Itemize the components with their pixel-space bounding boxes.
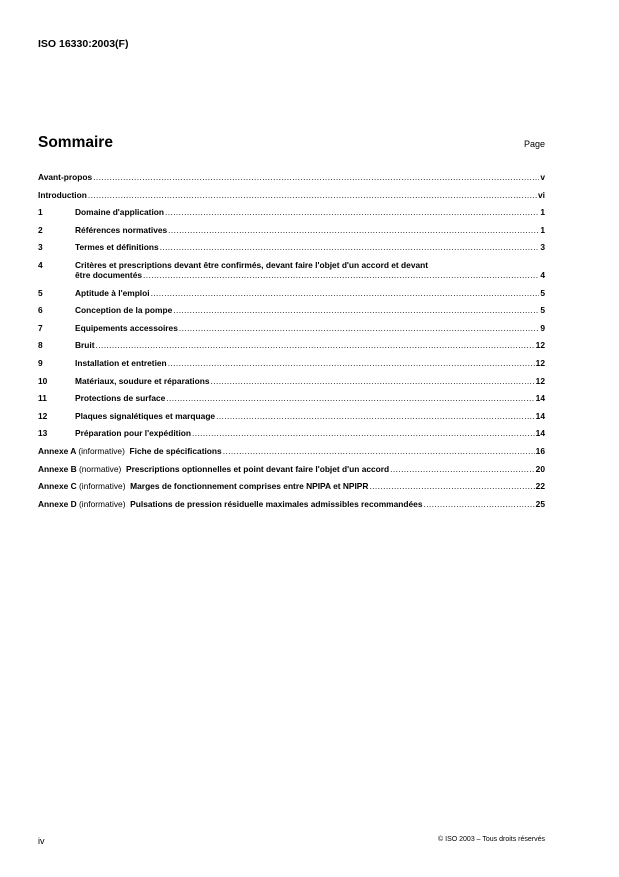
dot-leader (211, 376, 535, 386)
dot-leader (424, 499, 535, 509)
dot-leader (88, 190, 537, 200)
dot-leader (143, 270, 539, 280)
toc-entry-4[interactable] (38, 260, 545, 280)
toc-entry-1[interactable] (38, 207, 545, 217)
dot-leader (93, 172, 539, 182)
toc-entry-label: Installation et entretien (75, 357, 167, 368)
footer-copyright: © ISO 2003 – Tous droits réservés (438, 836, 545, 843)
dot-leader (151, 288, 540, 298)
annex-type: (normative) (78, 463, 122, 474)
toc-entry-number: 6 (38, 305, 43, 316)
toc-entry-6[interactable] (38, 305, 545, 315)
toc-entry-annex-c[interactable] (38, 481, 545, 491)
toc-entry-annex-d[interactable] (38, 499, 545, 509)
toc-entry-number: 5 (38, 287, 43, 298)
toc-entry-label: Marges de fonctionnement comprises entre NPIPA et NPIPR (130, 481, 369, 492)
toc-entry-label: Avant-propos (38, 172, 93, 182)
annex-label: Annexe C (informative) (38, 481, 126, 492)
title-row (38, 134, 545, 152)
toc-entry-9[interactable] (38, 358, 545, 368)
toc-entry-page: 22 (535, 481, 545, 492)
annex-label: Annexe D (informative) (38, 498, 126, 509)
toc-entry-page: 14 (535, 393, 545, 404)
dot-leader (369, 481, 534, 491)
toc-entry-page: 14 (535, 410, 545, 421)
toc-entry-5[interactable] (38, 288, 545, 298)
toc-entry-page: 5 (540, 305, 545, 316)
dot-leader (216, 411, 535, 421)
toc-entry-label: Equipements accessoires (75, 322, 178, 333)
toc-entry-page: 16 (535, 445, 545, 456)
toc-entry-page: v (540, 172, 545, 182)
toc-entry-page: 14 (535, 428, 545, 439)
annex-label: Annexe B (normative) (38, 463, 122, 474)
toc-entry-number: 4 (38, 259, 43, 270)
toc-entry-page: 1 (540, 207, 545, 218)
dot-leader (223, 446, 535, 456)
toc-entry-8[interactable] (38, 340, 545, 350)
annex-type: (informative) (78, 481, 126, 492)
annex-type: (informative) (78, 498, 126, 509)
toc-entry-page: 9 (540, 322, 545, 333)
toc-entry-label: Matériaux, soudure et réparations (75, 375, 210, 386)
toc-entry-page: vi (538, 189, 545, 200)
annex-type: (informative) (78, 445, 125, 456)
dot-leader (96, 340, 535, 350)
toc-entry-label: Fiche de spécifications (129, 445, 222, 456)
toc-entry-label: Plaques signalétiques et marquage (75, 410, 216, 421)
toc-entry-number: 9 (38, 357, 43, 368)
dot-leader (173, 305, 539, 315)
page-column-label: Page (523, 139, 545, 149)
toc-entry-page: 20 (535, 463, 545, 474)
toc-entry-label: Préparation pour l'expédition (75, 428, 191, 439)
dot-leader (168, 225, 539, 235)
annex-label: Annexe A (informative) (38, 445, 125, 456)
toc-entry-13[interactable] (38, 428, 545, 438)
toc-entry-number: 12 (38, 410, 48, 421)
toc-entry-page: 25 (535, 498, 545, 509)
toc-entry-label-continued: être documentés (75, 269, 143, 280)
page-title: Sommaire (38, 134, 113, 151)
toc-entry-label: Bruit (75, 340, 95, 351)
toc-entry-page: 12 (535, 340, 545, 351)
toc-entry-page: 4 (540, 269, 545, 280)
toc-entry-number: 2 (38, 224, 43, 235)
toc-entry-label: Domaine d'application (75, 207, 165, 218)
toc-entry-avant-propos[interactable] (38, 172, 545, 182)
toc-entry-7[interactable] (38, 323, 545, 333)
toc-entry-2[interactable] (38, 225, 545, 235)
table-of-contents (38, 172, 545, 516)
toc-entry-label: Aptitude à l'emploi (75, 287, 150, 298)
toc-entry-3[interactable] (38, 242, 545, 252)
toc-entry-page: 12 (535, 357, 545, 368)
toc-entry-page: 5 (540, 287, 545, 298)
dot-leader (165, 207, 539, 217)
toc-entry-number: 1 (38, 207, 43, 218)
toc-entry-label: Protections de surface (75, 393, 166, 404)
toc-entry-number: 3 (38, 242, 43, 253)
toc-entry-label: Termes et définitions (75, 242, 159, 253)
toc-entry-number: 13 (38, 428, 48, 439)
dot-leader (166, 393, 534, 403)
toc-entry-label: Conception de la pompe (75, 305, 173, 316)
dot-leader (192, 428, 535, 438)
toc-entry-number: 8 (38, 340, 43, 351)
toc-entry-number: 10 (38, 375, 48, 386)
document-header: ISO 16330:2003(F) (38, 38, 129, 50)
dot-leader (160, 242, 540, 252)
toc-entry-page: 12 (535, 375, 545, 386)
toc-entry-label: Introduction (38, 189, 87, 200)
toc-entry-label: Pulsations de pression résiduelle maximales admissibles recommandées (130, 498, 423, 509)
toc-entry-page: 3 (540, 242, 545, 253)
footer-page-number: iv (38, 836, 45, 846)
toc-entry-number: 7 (38, 322, 43, 333)
toc-entry-page: 1 (540, 224, 545, 235)
toc-entry-number: 11 (38, 393, 47, 404)
toc-entry-annex-a[interactable] (38, 446, 545, 456)
dot-leader (168, 358, 535, 368)
toc-entry-12[interactable] (38, 411, 545, 421)
toc-entry-label: Références normatives (75, 224, 168, 235)
toc-entry-label: Prescriptions optionnelles et point devant faire l'objet d'un accord (125, 463, 390, 474)
toc-entry-annex-b[interactable] (38, 464, 545, 474)
toc-entry-11[interactable] (38, 393, 545, 403)
dot-leader (179, 323, 539, 333)
dot-leader (390, 464, 535, 474)
toc-entry-10[interactable] (38, 376, 545, 386)
toc-entry-introduction[interactable] (38, 190, 545, 200)
toc-entry-label: Critères et prescriptions devant être confirmés, devant faire l'objet d'un accord et devant (75, 259, 429, 270)
